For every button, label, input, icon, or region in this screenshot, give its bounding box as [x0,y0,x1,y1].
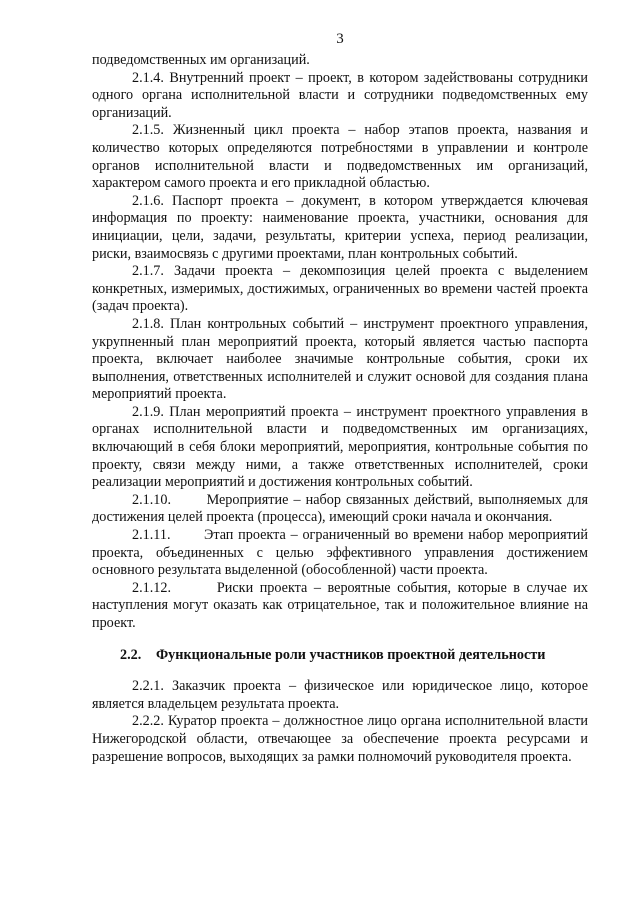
definitions-block [92,52,588,633]
section-number: 2.2. [120,646,142,663]
paragraph-2-1-7: 2.1.7. Задачи проекта – декомпозиция целей проекта с выделением конкретных, измеримых, достижимых, ограниченных во времени частей проекта (задач проекта). [92,263,588,315]
paragraph-2-1-6: 2.1.6. Паспорт проекта – документ, в котором утверждается ключевая информация по проекту: наименование проекта, участники, основания для инициации, цели, задачи, результаты, критерии успеха, период реализации, риски, взаимосвязь с другими проектами, план контрольных событий. [92,192,588,262]
paragraph-2-1-12: 2.1.12. Риски проекта – вероятные события, которые в случае их наступления могут оказать как отрицательное, так и положительное влияние на проект. [92,579,588,631]
section-heading [92,647,588,665]
paragraph-2-1-5: 2.1.5. Жизненный цикл проекта – набор этапов проекта, названия и количество которых определяются потребностями в управлении и контроле органов исполнительной власти и подведомственных им организаций, характером самого проекта и его прикладной областью. [92,122,588,192]
paragraph-continuation: подведомственных им организаций. [92,52,310,68]
page-number: 3 [336,31,344,47]
paragraph-2-2-1: 2.2.1. Заказчик проекта – физическое или юридическое лицо, которое является владельцем результата проекта. [92,678,588,712]
paragraph-2-1-11: 2.1.11. Этап проекта – ограниченный во времени набор мероприятий проекта, объединенных с целью эффективного управления достижением основного результата выделенной (обособленной) части проекта. [92,527,588,579]
section-title: Функциональные роли участников проектной деятельности [156,646,546,663]
paragraph-2-1-4: 2.1.4. Внутренний проект – проект, в котором задействованы сотрудники одного органа исполнительной власти и сотрудники подведомственных ему организаций. [92,69,588,121]
paragraph-2-1-8: 2.1.8. План контрольных событий – инструмент проектного управления, укрупненный план мероприятий проекта, который является частью паспорта проекта, включает наиболее значимые контрольные события, сроки их выполнения, ответственных исполнителей и служит основой для создания плана мероприятий проекта. [92,315,588,403]
paragraph-2-1-10: 2.1.10. Мероприятие – набор связанных действий, выполняемых для достижения целей проекта (процесса), имеющий сроки начала и окончания. [92,491,588,526]
paragraph-2-2-2: 2.2.2. Куратор проекта – должностное лицо органа исполнительной власти Нижегородской области, отвечающее за обеспечение проекта ресурсами и разрешение вопросов, выходящих за рамки полномочий руководителя проекта. [92,713,588,765]
roles-block [92,678,588,766]
paragraph-2-1-9: 2.1.9. План мероприятий проекта – инструмент проектного управления в органах исполнительной власти и подведомственных им организациях, включающий в себя блоки мероприятий, мероприятия, контрольные события по проекту, связи между ними, а также ответственных исполнителей, сроки реализации мероприятий и достижения контрольных событий. [92,403,588,491]
